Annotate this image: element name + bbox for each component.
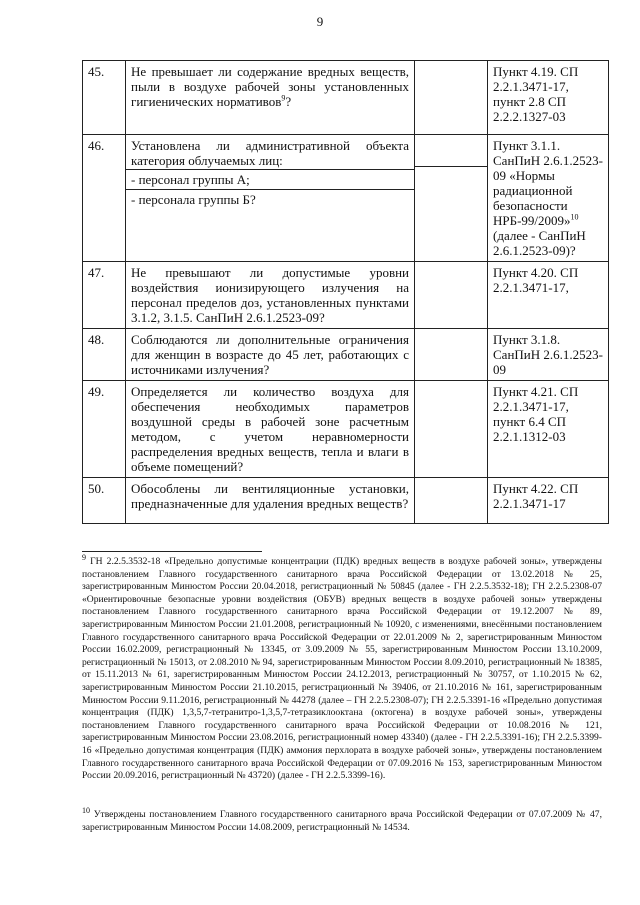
answer-cell <box>415 478 488 524</box>
table-row <box>83 135 609 262</box>
question-cell: Определяется ли количество воздуха для обеспечения необходимых параметров воздушной среды в рабочей зоне расчетным методом, с учетом неравномерности распределения вредных веществ, тепла и влаги в объеме помещений? <box>126 381 415 478</box>
answer-sub <box>415 166 487 184</box>
reference-cell: Пункт 3.1.8. СанПиН 2.6.1.2523-09 <box>488 329 609 381</box>
answer-cell <box>415 61 488 135</box>
reference-text-end: (далее - СанПиН 2.6.1.2523-09)? <box>493 228 586 258</box>
reference-text: Пункт 3.1.1. СанПиН 2.6.1.2523-09 «Нормы радиационной безопасности НРБ-99/2009» <box>493 138 603 228</box>
answer-cell <box>415 381 488 478</box>
footnote-mark: 10 <box>82 805 90 815</box>
row-number: 46. <box>83 135 126 262</box>
reference-cell <box>488 135 609 262</box>
footnote-mark: 9 <box>82 552 86 562</box>
row-number: 47. <box>83 262 126 329</box>
table-row <box>83 329 609 381</box>
table-row <box>83 478 609 524</box>
table-row <box>83 381 609 478</box>
row-number: 48. <box>83 329 126 381</box>
answer-cell <box>415 135 488 262</box>
reference-cell: Пункт 4.22. СП 2.2.1.3471-17 <box>488 478 609 524</box>
question-cell: Соблюдаются ли дополнительные ограничения для женщин в возрасте до 45 лет, работающих с источниками излучения? <box>126 329 415 381</box>
row-number: 50. <box>83 478 126 524</box>
question-sub-b: - персонала группы Б? <box>126 189 414 209</box>
checklist-table <box>82 60 609 524</box>
reference-cell: Пункт 4.19. СП 2.2.1.3471-17, пункт 2.8 СП 2.2.2.1327-03 <box>488 61 609 135</box>
answer-sub <box>415 135 487 166</box>
footnote-text: ГН 2.2.5.3532-18 «Предельно допустимые концентрации (ПДК) вредных веществ в воздухе рабочей зоны», утверждены постановлением Главного государственного санитарного врача Российской Федерации от 13.02.2018 № 25, зарегистрированным Минюстом России 20.04.2018, регистрационный № 50845 (далее - ГН 2.2.5.3532-18); ГН 2.2.5.2308-07 «Ориентировочные безопасные уровни воздействия (ОБУВ) вредных веществ в воздухе рабочей зоны» утверждены постановлением Главного государственного санитарного врача Российской Федерации от 19.12.2007 № 89, зарегистрированным Минюстом России 21.01.2008, регистрационный № 10920, с изменениями, внесёнными постановлением Главного государственного санитарного врача Российской Федерации от 22.01.2009 № 2, зарегистрированным Минюстом России 16.02.2009, регистрационный № 13345, от 3.09.2009 № 55, зарегистрированным Минюстом России 13.10.2009, регистрационный № 15013, от 2.08.2010 № 94, зарегистрированным Минюстом России 8.09.2010, регистрационный № 18385, от 15.11.2013 № 61, зарегистрированным Минюстом России 24.12.2013, регистрационный № 30757, от 1.10.2015 № 62, зарегистрированным Минюстом России 21.10.2015, регистрационный № 39406, от 21.10.2016 № 161, зарегистрированным Минюстом России 9.11.2016, регистрационный № 44278 (далее – ГН 2.2.5.2308-07); ГН 2.2.5.3391-16 «Предельно допустимая концентрация (ПДК) 1,3,5,7-тетранитро-1,3,5,7-тетразиклооктана (октогена) в воздухе рабочей зоны», утверждены постановлением Главного государственного санитарного врача Российской Федерации от 10.08.2016 № 121, зарегистрированным Минюстом России 23.08.2016, регистрационный номер 43340) (далее - ГН 2.2.5.3391-16); ГН 2.2.5.3399-16 «Предельно допустимая концентрация (ПДК) аммония перхлората в воздухе рабочей зоны», утверждены постановлением Главного государственного санитарного врача Российской Федерации от 07.09.2016 № 153, зарегистрированным Минюстом России 20.09.2016, регистрационный № 43720) (далее - ГН 2.2.5.3399-16). <box>82 556 602 782</box>
row-number: 45. <box>83 61 126 135</box>
answer-cell <box>415 262 488 329</box>
table-row <box>83 262 609 329</box>
question-cell <box>126 135 415 262</box>
question-end: ? <box>285 94 292 109</box>
footnote-separator <box>82 551 262 552</box>
footnote-ref: 9 <box>281 93 286 103</box>
footnote-ref: 10 <box>570 212 579 222</box>
question-cell: Не превышают ли допустимые уровни воздействия ионизирующего излучения на персонал пределов доз, установленных пунктами 3.1.2, 3.1.5. СанПиН 2.6.1.2523-09? <box>126 262 415 329</box>
answer-cell <box>415 329 488 381</box>
question-cell: Обособлены ли вентиляционные установки, предназначенные для удаления вредных веществ? <box>126 478 415 524</box>
reference-cell: Пункт 4.20. СП 2.2.1.3471-17, <box>488 262 609 329</box>
reference-cell: Пункт 4.21. СП 2.2.1.3471-17, пункт 6.4 СП 2.2.1.1312-03 <box>488 381 609 478</box>
question-text: Не превышает ли содержание вредных веществ, пыли в воздухе рабочей зоны установленных гигиенических нормативов <box>131 64 409 109</box>
question-sub-a: - персонал группы А; <box>126 169 414 189</box>
footnote-9 <box>82 552 602 783</box>
row-number: 49. <box>83 381 126 478</box>
question-cell <box>126 61 415 135</box>
page-number: 9 <box>316 14 324 29</box>
footnote-10 <box>82 805 602 834</box>
table-row <box>83 61 609 135</box>
question-text: Установлена ли административной объекта категория облучаемых лиц: <box>131 138 409 168</box>
footnote-text: Утверждены постановлением Главного государственного санитарного врача Российской Федерации от 07.07.2009 № 47, зарегистрированным Минюстом России 14.08.2009, регистрационный № 14534. <box>82 809 602 833</box>
